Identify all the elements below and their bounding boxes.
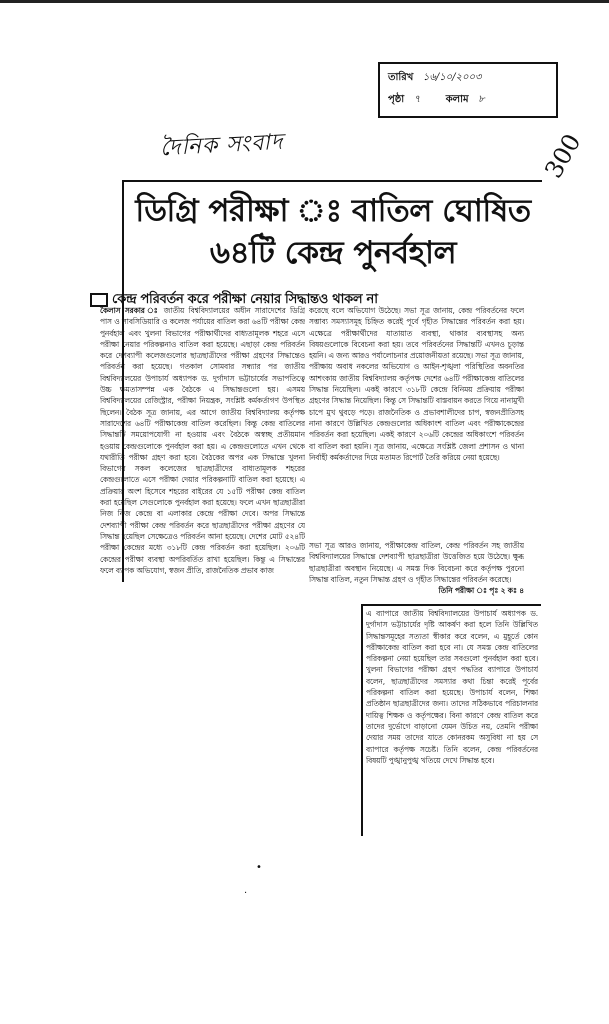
stamp-date-label: তারিখ [388,72,414,83]
archive-stamp [378,62,558,118]
stamp-page-value: ৭ [413,94,421,105]
article-headline [128,190,538,274]
continuation-text: এ ব্যাপারে জাতীয় বিশ্ববিদ্যালয়ের উপাচার্য অধ্যাপক ড. দুর্গাদাস ভট্টাচার্যের দৃষ্টি আকর্ষণ করা হলে তিনি উল্লিখিত সিদ্ধান্তসমূহের সত্যতা স্বীকার করে বলেন, এ মুহূর্তে কোন পরীক্ষাকেন্দ্র বাতিল করা হবে না। যে সমস্ত কেন্দ্র বাতিলের পরিকল্পনা নেয়া হয়েছিল তার সবগুলো পুনর্বহাল করা হবে। খুলনা বিভাগের পরীক্ষা গ্রহণ পদ্ধতির ব্যাপারে উপাচার্য বলেন, ছাত্রছাত্রীদের সমস্যার কথা চিন্তা করেই পূর্বের পরিকল্পনা বাতিল করা হয়েছে। উপাচার্য বলেন, শিক্ষা প্রতিষ্ঠান ছাত্রছাত্রীদের জন্য। তাদের সঠিকভাবে পরিচালনার দায়িত্ব শিক্ষক ও কর্তৃপক্ষের। বিনা কারণে কেন্দ্র বাতিল করে তাদের দুর্ভোগে বাড়ানো যেমন উচিত নয়, তেমনি পরীক্ষা দেয়ার সময় তাদের যাতে কোনরকম অসুবিধা না হয় সে ব্যাপারে কর্তৃপক্ষ সচেষ্ট। তিনি বলেন, কেন্দ্র পরিবর্তনের বিষয়টি পুঙ্খানুপুঙ্খ খতিয়ে দেখে সিদ্ধান্ত হবে। [366,609,538,765]
scan-speck: • [256,862,262,873]
stamp-date-value: ১৬/১০/২০০৩ [422,72,482,83]
continuation-jump-line: তিনি পরীক্ষা ঃ পৃঃ ২ কঃ ৪ [438,586,524,596]
article-column-3 [309,540,524,610]
subheadline-text: কেন্দ্র পরিবর্তন করে পরীক্ষা নেয়ার সিদ্ধান্তও থাকল না [112,292,378,307]
headline-line-2: ৬৪টি কেন্দ্র পুনর্বহাল [209,235,457,271]
handwritten-page-number: 300 [539,129,587,183]
byline: কৈলাস সরকার ঃ [100,306,160,315]
newspaper-masthead: দৈনিক সংবাদ [159,129,284,162]
stamp-column-value: ৮ [478,94,485,105]
column-3-text: সভা সূত্র আরও জানায়, পরীক্ষাকেন্দ্র বাতিল, কেন্দ্র পরিবর্তন সহ জাতীয় বিশ্ববিদ্যালয়ের সিদ্ধান্তে দেশব্যাপী ছাত্রছাত্রীরা উত্তেজিত হয়ে উঠেছে। ক্ষুব্ধ ছাত্রছাত্রীরা অবস্থান নিয়েছে। এ সমস্ত দিক বিবেচনা করে কর্তৃপক্ষ পুরনো সিদ্ধান্ত বাতিল, নতুন সিদ্ধান্ত গ্রহণ ও গৃহীত সিদ্ধান্তের পরিবর্তন করেছে। [309,541,524,584]
stamp-page-row [388,92,485,109]
scan-speck: · [244,888,248,899]
stamp-column-label: কলাম [445,94,469,105]
stamp-page-label: পৃষ্ঠা [388,94,405,105]
headline-line-1: ডিগ্রি পরীক্ষা ঃ বাতিল ঘোষিত [135,193,531,229]
stamp-date-row [388,70,482,87]
article-continuation-column [366,608,538,834]
column-2-text: করেছে বলে অভিযোগ উঠেছে। সভা সূত্র জানায়, কেন্দ্র পরিবর্তনের ফলে সম্ভাব্য সমস্যাসমূহ চিহ্নিত করেই পূর্বে গৃহীত সিদ্ধান্তের পরিবর্তন করা হয়। এক্ষেত্রে পরীক্ষার্থীদের যাতায়াত ব্যবস্থা, থাকার ব্যবস্থাসহ অন্য বিষয়গুলোকে বিবেচনা করা হয়। তবে পরিবর্তনের সিদ্ধান্তটি এখনও চূড়ান্ত হয়নি। এ জন্য আরও পর্যালোচনার প্রয়োজনীয়তা রয়েছে। সভা সূত্র জানায়, পরীক্ষায় অবাধ নকলের অভিযোগ ও আইন-শৃঙ্খলা পরিস্থিতির অবনতির আশংকায় জাতীয় বিশ্ববিদ্যালয় কর্তৃপক্ষ দেশের ৬৪টি পরীক্ষাকেন্দ্র বাতিলের সিদ্ধান্ত নিয়েছিল। একই কারণে ৩১৮টি কেন্দ্রে বিনিময় প্রক্রিয়ায় পরীক্ষা গ্রহণের সিদ্ধান্ত নিয়েছিল। কিন্তু সে সিদ্ধান্তটি বাস্তবায়ন করতে গিয়ে নানামুখী চাপে মুখ থুবড়ে পড়ে। রাজনৈতিক ও প্রভাবশালীদের চাপ, স্বজনপ্রীতিসহ নানা কারণে উল্লিখিত কেন্দ্রগুলোর অধিকাংশ বাতিল এবং পরীক্ষাকেন্দ্রের পরিবর্তন করা হয়েছিল। একই কারণে ২০৬টি কেন্দ্রের অধিকাংশে পরিবর্তন বা বাতিল করা হয়নি। সূত্র জানায়, এক্ষেত্রে সংশ্লিষ্ট জেলা প্রশাসন ও থানা নির্বাহী কর্মকর্তাদের দিয়ে মতামত রিপোর্ট তৈরি করিয়ে নেয়া হয়েছে। [309,306,524,462]
article-column-2 [309,305,524,540]
article-column-1 [100,305,305,605]
column-1-text: জাতীয় বিশ্ববিদ্যালয়ের অধীন সারাদেশের ডিগ্রি পাস ও সাবসিডিয়ারি ও কলেজ পর্যায়ের বাতিল করা ৬৪টি পরীক্ষা কেন্দ্র পুনর্বহাল এবং খুলনা বিভাগের পরীক্ষার্থীদের বাধ্যতামূলক শহরে এসে পরীক্ষা নেয়ার পরিকল্পনাও বাতিল করা হয়েছে। এছাড়া কেন্দ্র পরিবর্তন করে দেশব্যাপী কলেজগুলোর ছাত্রছাত্রীদের পরীক্ষা গ্রহণের সিদ্ধান্তেও পরিবর্তন করা হয়েছে। গতকাল সোমবার সন্ধ্যার পর জাতীয় বিশ্ববিদ্যালয়ের উপাচার্য অধ্যাপক ড. দুর্গাদাস ভট্টাচার্যের সভাপতিত্বে উচ্চ ক্ষমতাসম্পন্ন এক বৈঠকে এ সিদ্ধান্তগুলো হয়। এসময় বিশ্ববিদ্যালয়ের রেজিস্ট্রার, পরীক্ষা নিয়ন্ত্রক, সংশ্লিষ্ট কর্মকর্তাগণ উপস্থিত ছিলেন। বৈঠক সূত্র জানায়, এর আগে জাতীয় বিশ্ববিদ্যালয় কর্তৃপক্ষ সারাদেশের ৬৪টি পরীক্ষাকেন্দ্র বাতিল করেছিল। কিন্তু কেন্দ্র বাতিলের সিদ্ধান্তটি সময়োপযোগী না হওয়ায় এবং বৈঠকে অস্বচ্ছ প্রতীয়মান হওয়ায় কেন্দ্রগুলোকে পুনর্বহাল করা হয়। এ কেন্দ্রগুলোতে এখন থেকে যথারীতি পরীক্ষা গ্রহণ করা হবে। বৈঠকের অপর এক সিদ্ধান্তে খুলনা বিভাগের সকল কলেজের ছাত্রছাত্রীদের বাধ্যতামূলক শহরের কেন্দ্রগুলোতে এসে পরীক্ষা দেয়ার পরিকল্পনাটি বাতিল করা হয়েছে। এ প্রক্রিয়ার অংশ হিসেবে শহরের বাইরের যে ১৫টি পরীক্ষা কেন্দ্র বাতিল করা হয়েছিল সেগুলোকে পুনর্বহাল করা হয়েছে। ফলে এখন ছাত্রছাত্রীরা নিজ নিজ কেন্দ্রে বা এলাকার কেন্দ্রে পরীক্ষা দেবে। অপর সিদ্ধান্তে দেশব্যাপী পরীক্ষা কেন্দ্র পরিবর্তন করে ছাত্রছাত্রীদের পরীক্ষা গ্রহণের যে সিদ্ধান্ত হয়েছিল সেক্ষেত্রেও পরিবর্তন আনা হয়েছে। দেশের মোট ৫২৪টি পরীক্ষা কেন্দ্রের মধ্যে ৩১৮টি কেন্দ্র পরিবর্তন করা হয়েছিল। ২০৬টি কেন্দ্রের পরীক্ষা ব্যবস্থা অপরিবর্তিত রাখা হয়েছিল। কিন্তু এ সিদ্ধান্তের ফলে ব্যাপক অভিযোগ, স্বজন প্রীতি, রাজনৈতিক প্রভাব কাজ [100,306,305,575]
scan-edge [0,0,609,3]
